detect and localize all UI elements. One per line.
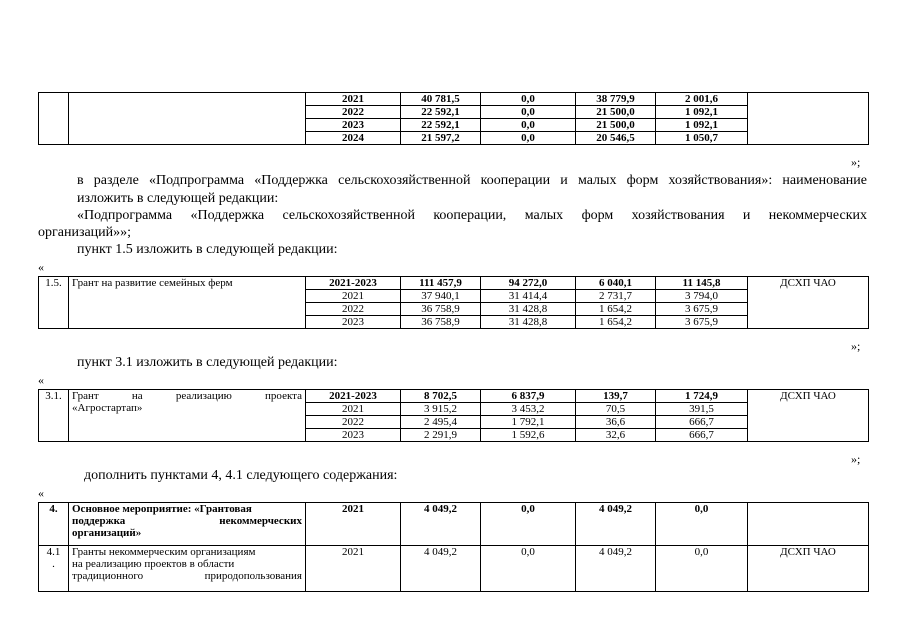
item-number: 4.1 .: [39, 546, 69, 592]
close-quote: »;: [851, 452, 861, 466]
paragraph-section: в разделе «Подпрограмма «Поддержка сельскохозяйственной кооперации и малых форм хозяйствования»: наименование: [77, 173, 867, 188]
close-quote: »;: [851, 339, 861, 353]
table-row: 2022 22 592,1 0,0 21 500,0 1 092,1: [39, 106, 869, 119]
paragraph-add-points: дополнить пунктами 4, 4.1 следующего содержания:: [84, 468, 398, 483]
table-item-1-5: [38, 276, 869, 329]
paragraph-point-3-1: пункт 3.1 изложить в следующей редакции:: [77, 355, 338, 370]
table-item-3-1: [38, 389, 869, 442]
close-quote: »;: [851, 155, 861, 169]
table-top: [38, 92, 869, 145]
table-row: 2022 2 495,4 1 792,1 36,6 666,7: [39, 416, 869, 429]
table-row: 3.1. Грант на реализацию проекта «Агростартап» 2021-2023 8 702,5 6 837,9 139,7 1 724,9 ДСХП ЧАО: [39, 390, 869, 403]
paragraph-point-1-5: пункт 1.5 изложить в следующей редакции:: [77, 242, 338, 257]
item-name: Гранты некоммерческим организациям на реализацию проектов в области традиционного природопользования: [69, 546, 306, 592]
table-row: 2023 22 592,1 0,0 21 500,0 1 092,1: [39, 119, 869, 132]
table-row: 2021 3 915,2 3 453,2 70,5 391,5: [39, 403, 869, 416]
table-row: 2021 37 940,1 31 414,4 2 731,7 3 794,0: [39, 290, 869, 303]
table-row: 1.5. Грант на развитие семейных ферм 2021-2023 111 457,9 94 272,0 6 040,1 11 145,8 ДСХП ЧАО: [39, 277, 869, 290]
table-row: 2023 2 291,9 1 592,6 32,6 666,7: [39, 429, 869, 442]
item-name: Грант на реализацию проекта «Агростартап»: [69, 390, 306, 442]
table-row: 4.1 . Гранты некоммерческим организациям на реализацию проектов в области традиционного природопользования 2021 4 049,2 0,0 4 049,2 0,0 ДСХП ЧАО: [39, 546, 869, 592]
paragraph-new-name: «Подпрограмма «Поддержка сельскохозяйственной кооперации, малых форм хозяйствования и некоммерческих: [77, 208, 867, 223]
table-item-4: [38, 502, 869, 592]
item-name: Основное мероприятие: «Грантовая поддержка некоммерческих организаций»: [69, 503, 306, 546]
open-quote: «: [38, 260, 44, 274]
table-row: 2022 36 758,9 31 428,8 1 654,2 3 675,9: [39, 303, 869, 316]
table-row: 4. Основное мероприятие: «Грантовая поддержка некоммерческих организаций» 2021 4 049,2 0,0 4 049,2 0,0: [39, 503, 869, 546]
open-quote: «: [38, 373, 44, 387]
open-quote: «: [38, 486, 44, 500]
table-row: 2023 36 758,9 31 428,8 1 654,2 3 675,9: [39, 316, 869, 329]
table-row: 2024 21 597,2 0,0 20 546,5 1 050,7: [39, 132, 869, 145]
table-row: 2021 40 781,5 0,0 38 779,9 2 001,6: [39, 93, 869, 106]
paragraph-new-name-cont: организаций»»;: [38, 225, 132, 240]
paragraph-section-cont: изложить в следующей редакции:: [77, 191, 279, 206]
